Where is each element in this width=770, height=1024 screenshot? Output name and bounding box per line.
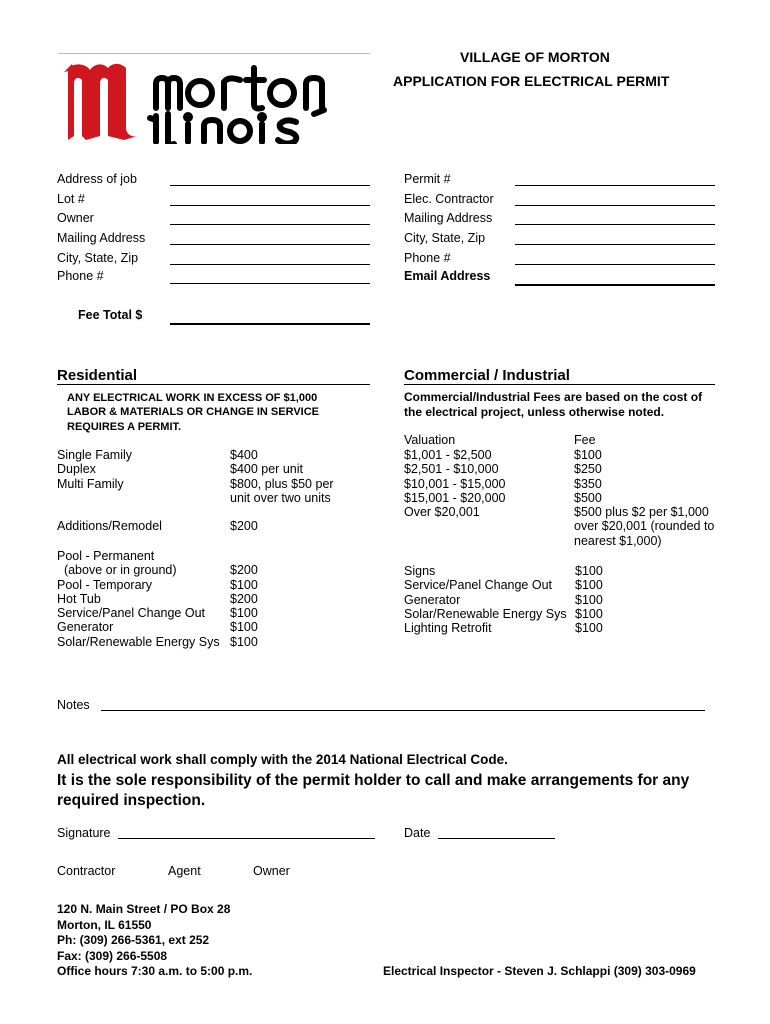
- res-item: Single Family: [57, 448, 133, 462]
- field-line-lot[interactable]: [170, 205, 370, 206]
- date-line[interactable]: [438, 838, 555, 839]
- valuation-row: $1,001 - $2,500: [404, 448, 492, 462]
- compliance-statement: All electrical work shall comply with the 2014 National Electrical Code.: [57, 752, 508, 767]
- com-item: Generator: [404, 592, 461, 607]
- address-line: Office hours 7:30 a.m. to 5:00 p.m.: [57, 964, 253, 978]
- logo-wordmark: [150, 68, 324, 144]
- valuation-row: Over $20,001: [404, 505, 480, 520]
- commercial-notice: Commercial/Industrial Fees are based on the cost of the electrical project, unless otherwise noted.: [404, 390, 703, 419]
- com-fee: $100: [575, 621, 603, 636]
- role-agent[interactable]: Agent: [168, 864, 201, 878]
- date-label: Date: [404, 826, 431, 840]
- field-label-city: City, State, Zip: [57, 251, 139, 265]
- valuation-fee: $500: [574, 490, 602, 505]
- additions-fee: $200: [230, 519, 258, 533]
- valuation-fee: $350: [574, 476, 602, 491]
- commercial-rule: [404, 384, 715, 385]
- res-item: Multi Family: [57, 476, 124, 491]
- res-fee: $400: [230, 448, 258, 462]
- fee-total-line[interactable]: [170, 323, 370, 325]
- res-fee: unit over two units: [230, 490, 331, 505]
- logo-m: [68, 64, 138, 140]
- field-line-email[interactable]: [515, 284, 715, 286]
- residential-notice: ANY ELECTRICAL WORK IN EXCESS OF $1,000 LABOR & MATERIALS OR CHANGE IN SERVICE REQUIRES A PERMIT.: [67, 392, 319, 433]
- additions-item: Additions/Remodel: [57, 519, 162, 533]
- residential-group2-fees: [230, 549, 258, 649]
- field-line-address[interactable]: [170, 185, 370, 186]
- commercial-other-fees: [575, 564, 603, 635]
- valuation-fee: $100: [574, 448, 602, 462]
- res-item: Pool - Temporary: [57, 577, 152, 592]
- fee-total-label: Fee Total $: [78, 308, 143, 322]
- field-label-c-phone: Phone #: [404, 251, 451, 265]
- field-label-email: Email Address: [404, 269, 491, 283]
- field-line-mailing[interactable]: [170, 244, 370, 245]
- field-line-phone[interactable]: [170, 283, 370, 284]
- valuation-fee: $500 plus $2 per $1,000: [574, 505, 709, 520]
- res-item: Duplex: [57, 462, 96, 477]
- address-line: Morton, IL 61550: [57, 917, 152, 932]
- inspection-statement: It is the sole responsibility of the permit holder to call and make arrangements for any required inspection.: [57, 772, 690, 809]
- valuation-row: $10,001 - $15,000: [404, 476, 506, 491]
- field-label-permit: Permit #: [404, 172, 451, 186]
- com-item: Solar/Renewable Energy Sys: [404, 606, 567, 621]
- header-subtitle: APPLICATION FOR ELECTRICAL PERMIT: [393, 73, 670, 89]
- address-line: 120 N. Main Street / PO Box 28: [57, 902, 231, 916]
- res-fee: $100: [230, 620, 258, 635]
- residential-rule: [57, 384, 370, 385]
- inspector-contact: Electrical Inspector - Steven J. Schlappi (309) 303-0969: [383, 964, 696, 978]
- valuation-fee: nearest $1,000): [574, 533, 662, 548]
- com-item: Lighting Retrofit: [404, 621, 492, 636]
- field-line-c-mailing[interactable]: [515, 224, 715, 225]
- residential-title: Residential: [57, 367, 138, 384]
- valuation-row: $15,001 - $20,000: [404, 490, 506, 505]
- village-address: [57, 902, 252, 980]
- com-item: Service/Panel Change Out: [404, 578, 553, 593]
- res-item: Generator: [57, 620, 114, 635]
- field-label-address: Address of job: [57, 172, 137, 186]
- field-line-c-phone[interactable]: [515, 264, 715, 265]
- field-line-c-city[interactable]: [515, 244, 715, 245]
- commercial-title: Commercial / Industrial: [404, 367, 570, 384]
- res-fee: $200: [230, 563, 258, 578]
- res-fee: $400 per unit: [230, 462, 303, 477]
- field-label-contractor: Elec. Contractor: [404, 192, 494, 206]
- com-fee: $100: [575, 564, 603, 578]
- valuation-fees: [574, 448, 714, 548]
- res-fee: [230, 549, 258, 563]
- residential-group1-items: [57, 448, 132, 491]
- field-label-c-mailing: Mailing Address: [404, 211, 493, 225]
- field-line-city[interactable]: [170, 264, 370, 265]
- role-contractor[interactable]: Contractor: [57, 864, 116, 878]
- field-label-c-city: City, State, Zip: [404, 231, 486, 245]
- header-title: VILLAGE OF MORTON: [460, 49, 610, 65]
- valuation-header: Valuation: [404, 433, 456, 447]
- valuation-row: $2,501 - $10,000: [404, 462, 499, 477]
- field-label-mailing: Mailing Address: [57, 231, 146, 245]
- valuation-fee: $250: [574, 462, 602, 477]
- morton-logo: [64, 60, 366, 144]
- com-fee: $100: [575, 592, 603, 607]
- field-line-contractor[interactable]: [515, 205, 715, 206]
- address-line: Fax: (309) 266-5508: [57, 948, 168, 963]
- com-fee: $100: [575, 606, 603, 621]
- res-item: Service/Panel Change Out: [57, 606, 206, 621]
- res-item: (above or in ground): [57, 563, 177, 578]
- notes-line[interactable]: [101, 710, 705, 711]
- com-item: Signs: [404, 564, 436, 578]
- address-line: Ph: (309) 266-5361, ext 252: [57, 933, 210, 947]
- res-fee: $200: [230, 591, 258, 606]
- logo-rule: [58, 53, 370, 54]
- notes-label: Notes: [57, 698, 90, 712]
- res-item: Solar/Renewable Energy Sys: [57, 634, 220, 649]
- residential-group1-fees: [230, 448, 334, 505]
- res-item: Pool - Permanent: [57, 549, 155, 563]
- valuation-list: [404, 448, 505, 519]
- field-line-permit[interactable]: [515, 185, 715, 186]
- commercial-other-items: [404, 564, 567, 635]
- res-fee: $100: [230, 606, 258, 621]
- valuation-fee: over $20,001 (rounded to: [574, 519, 715, 534]
- res-fee: $800, plus $50 per: [230, 476, 334, 491]
- res-fee: $100: [230, 577, 258, 592]
- signature-label: Signature: [57, 826, 111, 840]
- signature-line[interactable]: [118, 838, 375, 839]
- field-label-lot: Lot #: [57, 192, 85, 206]
- field-label-phone: Phone #: [57, 269, 104, 283]
- field-label-owner: Owner: [57, 211, 94, 225]
- com-fee: $100: [575, 578, 603, 593]
- res-item: Hot Tub: [57, 591, 101, 606]
- fee-header: Fee: [574, 433, 596, 447]
- field-line-owner[interactable]: [170, 224, 370, 225]
- role-owner[interactable]: Owner: [253, 864, 290, 878]
- res-fee: $100: [230, 634, 258, 649]
- residential-group2-items: [57, 549, 220, 649]
